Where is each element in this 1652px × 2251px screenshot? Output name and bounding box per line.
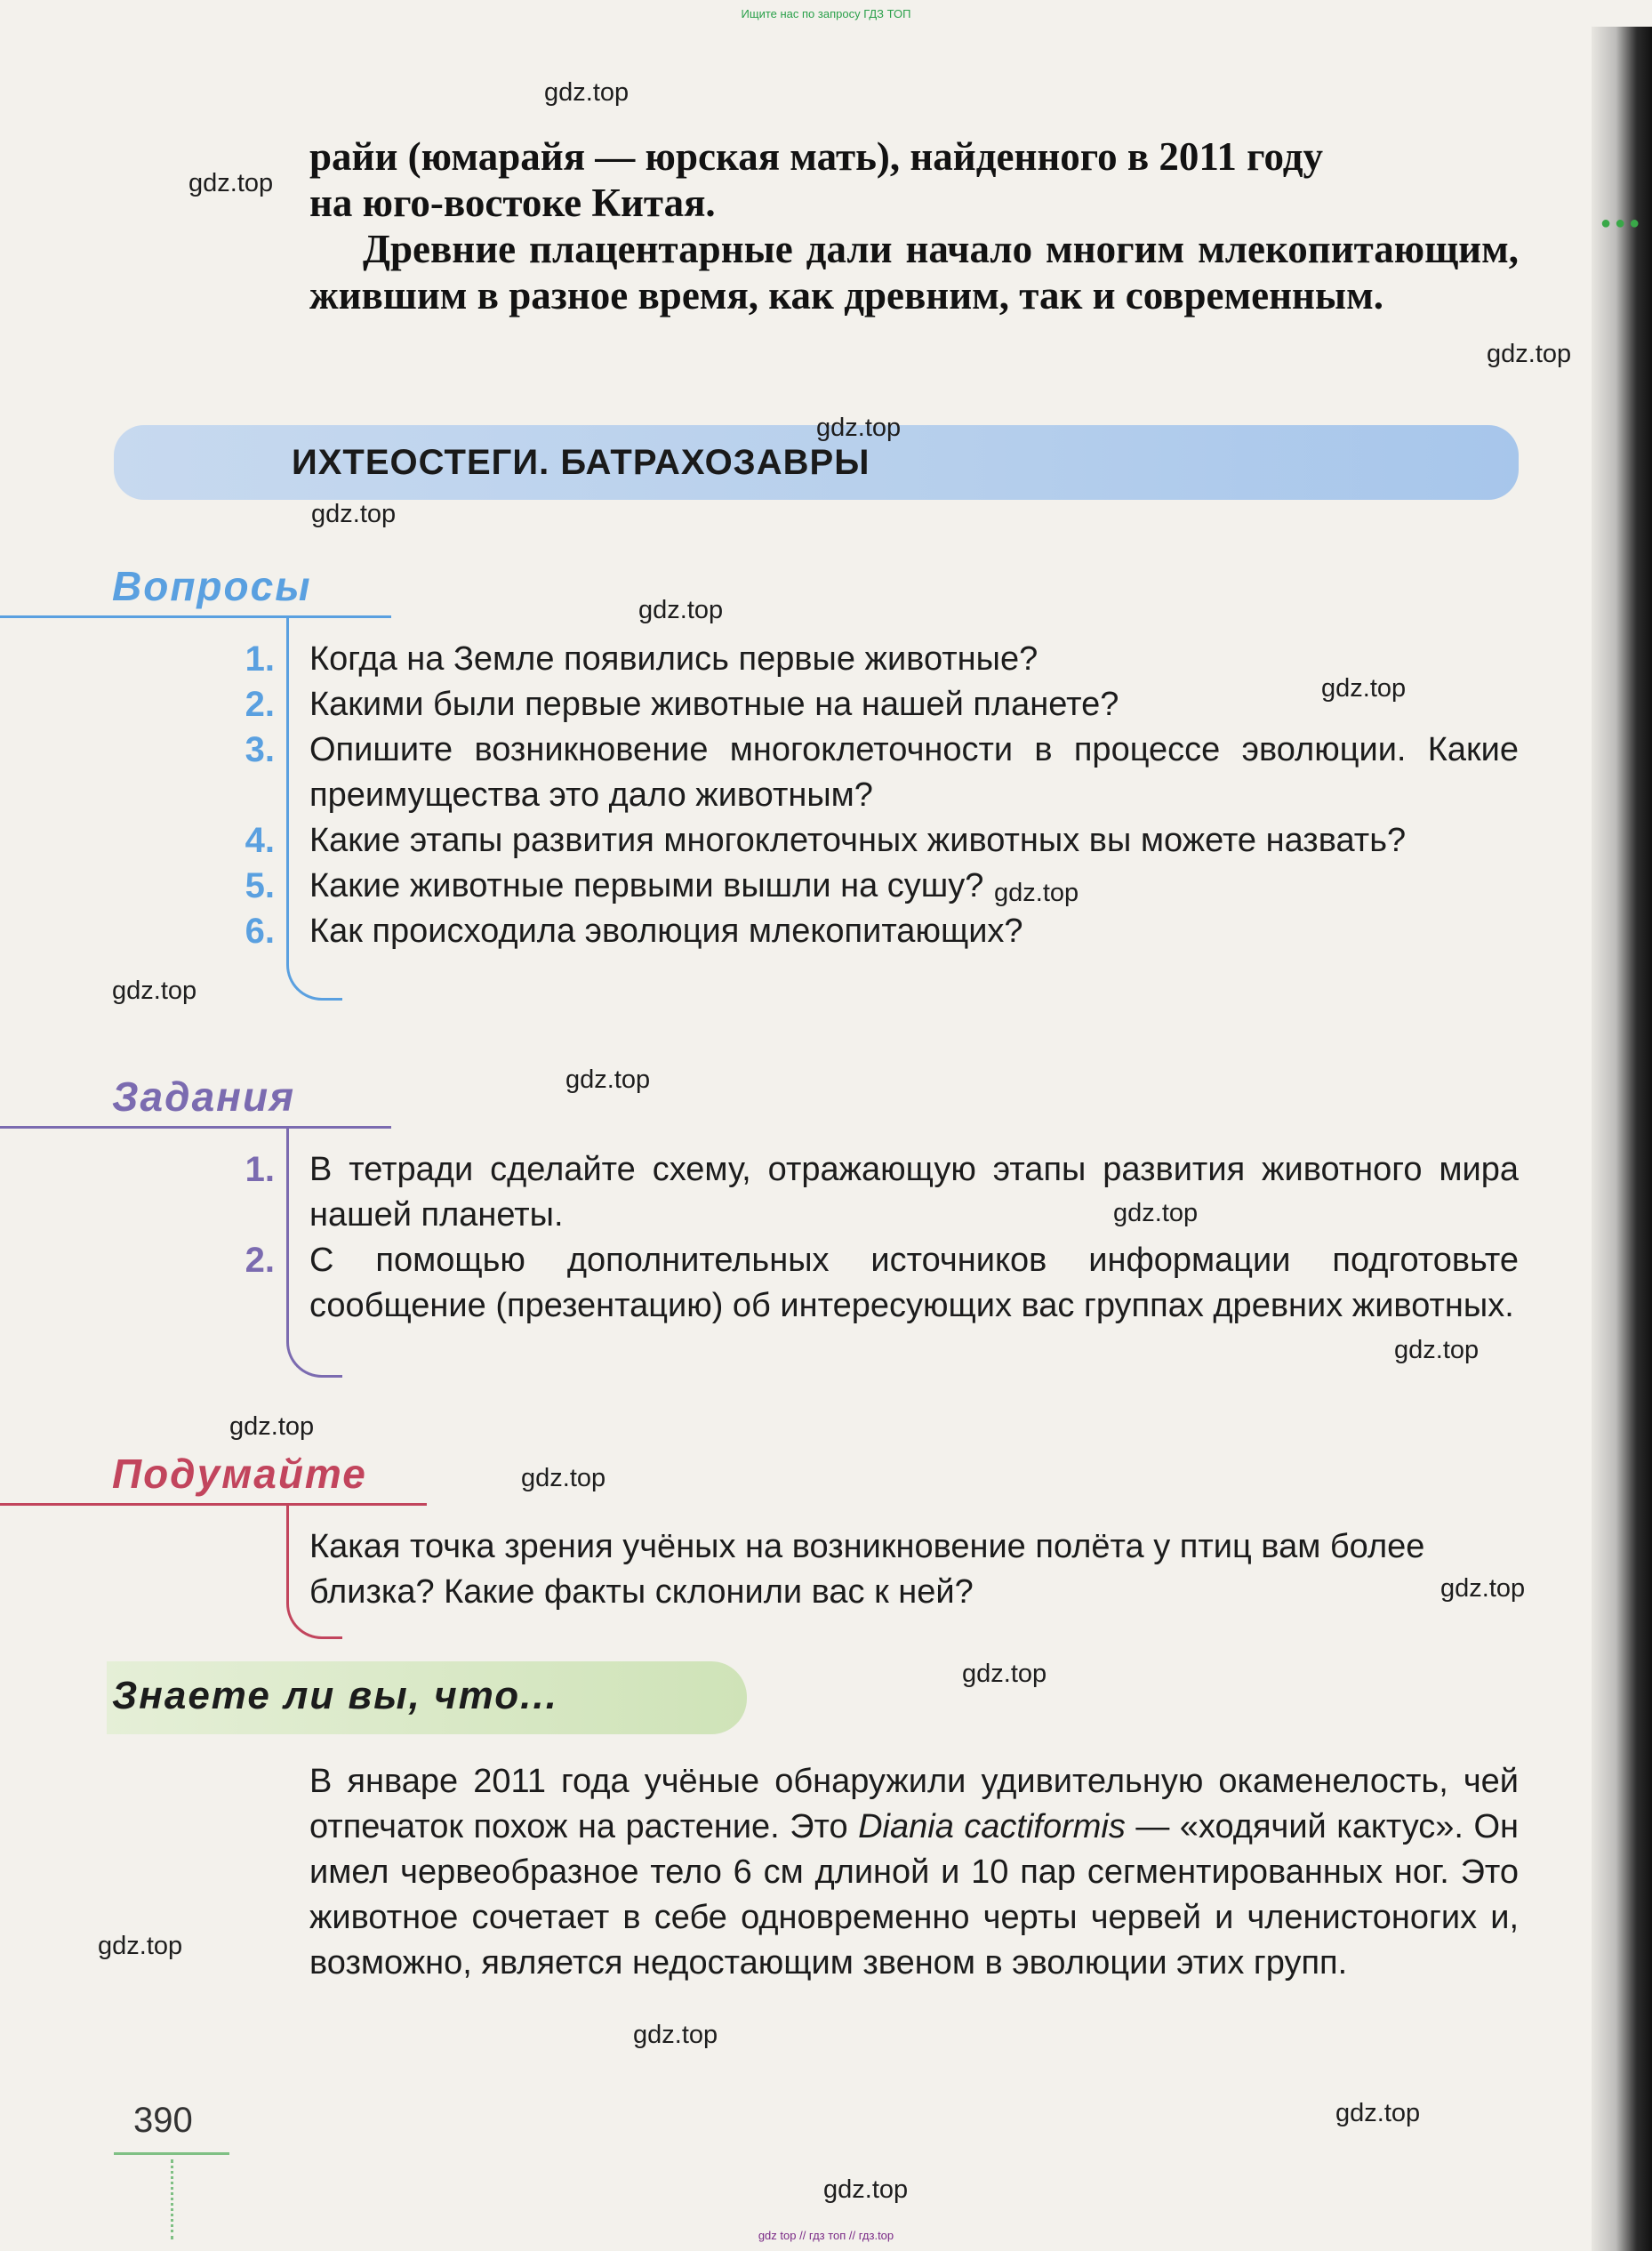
watermark: gdz.top <box>1394 1336 1480 1364</box>
task-item: 1. В тетради сделайте схему, отражающую этапы развития животного мира нашей планеты. <box>245 1150 1519 1234</box>
tasks-heading: Задания <box>112 1073 296 1120</box>
species-name: Diania cactiformis <box>858 1808 1126 1845</box>
watermark: gdz.top <box>638 596 724 624</box>
know-heading: Знаете ли вы, что... <box>112 1674 558 1717</box>
spine-dots: ●●● <box>1600 213 1644 233</box>
watermark: gdz.top <box>823 2175 909 2204</box>
watermark: gdz.top <box>311 500 397 528</box>
watermark: gdz.top <box>112 977 197 1005</box>
think-heading: Подумайте <box>112 1451 367 1497</box>
think-text: Какая точка зрения учёных на возникновение полёта у птиц вам более близка? Какие факты склонили вас к ней? <box>309 1528 1425 1611</box>
intro-paragraph-2: Древние плацентарные дали начало многим млекопитающим, жившим в разное время, как древним, так и современным. <box>309 227 1519 318</box>
intro-paragraph <box>309 133 1519 318</box>
watermark: gdz.top <box>229 1412 315 1441</box>
question-item: 5. Какие животные первыми вышли на сушу? <box>245 866 984 905</box>
watermark: gdz.top <box>1440 1574 1526 1603</box>
watermark: gdz.top <box>188 169 274 197</box>
task-item: 2. С помощью дополнительных источников информации подготовьте сообщение (презентацию) об интересующих вас группах древних животных. <box>245 1241 1519 1324</box>
watermark: gdz.top <box>521 1464 606 1492</box>
watermark: gdz.top <box>1113 1199 1199 1227</box>
think-frame-line <box>0 1503 427 1506</box>
watermark: gdz.top <box>544 78 630 107</box>
page-number-underline <box>114 2152 229 2155</box>
intro-line-1: райи (юмарайя — юрская мать), найденного в 2011 году <box>309 134 1323 179</box>
page-number: 390 <box>133 2101 193 2140</box>
section-title: ИХТЕОСТЕГИ. БАТРАХОЗАВРЫ <box>292 443 870 482</box>
watermark: gdz.top <box>1487 340 1572 368</box>
intro-line-2: на юго-востоке Китая. <box>309 181 716 225</box>
question-item: 1. Когда на Земле появились первые животные? <box>245 639 1039 679</box>
questions-heading: Вопросы <box>112 563 312 609</box>
header-note: Ищите нас по запросу ГДЗ ТОП <box>741 7 911 20</box>
watermark: gdz.top <box>565 1065 651 1094</box>
watermark: gdz.top <box>816 414 902 442</box>
question-item: 2. Какими были первые животные на нашей планете? <box>245 685 1119 724</box>
footer-note: gdz top // гдз топ // гдз.top <box>758 2229 894 2242</box>
watermark: gdz.top <box>962 1660 1047 1688</box>
watermark: gdz.top <box>994 879 1079 907</box>
questions-list <box>0 637 1519 954</box>
page-dots <box>171 2159 173 2239</box>
watermark: gdz.top <box>1335 2099 1421 2127</box>
watermark: gdz.top <box>98 1932 183 1960</box>
question-item: 4. Какие этапы развития многоклеточных животных вы можете назвать? <box>245 821 1407 860</box>
watermark: gdz.top <box>633 2021 718 2049</box>
watermark: gdz.top <box>1321 674 1407 703</box>
tasks-list <box>0 1147 1519 1329</box>
know-text: В январе 2011 года учёные обнаружили удивительную окаменелость, чей отпечаток похож на растение. Это Diania cactiformis — «ходячий кактус». Он имел червеобразное тело 6 см длиной и 10 пар сегментированных ног. Это животное сочетает в себе одновременно черты червей и членистоногих и, возможно, является недостающим звеном в эволюции этих групп. <box>309 1763 1519 1982</box>
question-item: 3. Опишите возникновение многоклеточности в процессе эволюции. Какие преимущества это дало животным? <box>245 730 1519 814</box>
question-item: 6. Как происходила эволюция млекопитающих? <box>245 912 1023 951</box>
book-spine <box>1592 27 1652 2251</box>
